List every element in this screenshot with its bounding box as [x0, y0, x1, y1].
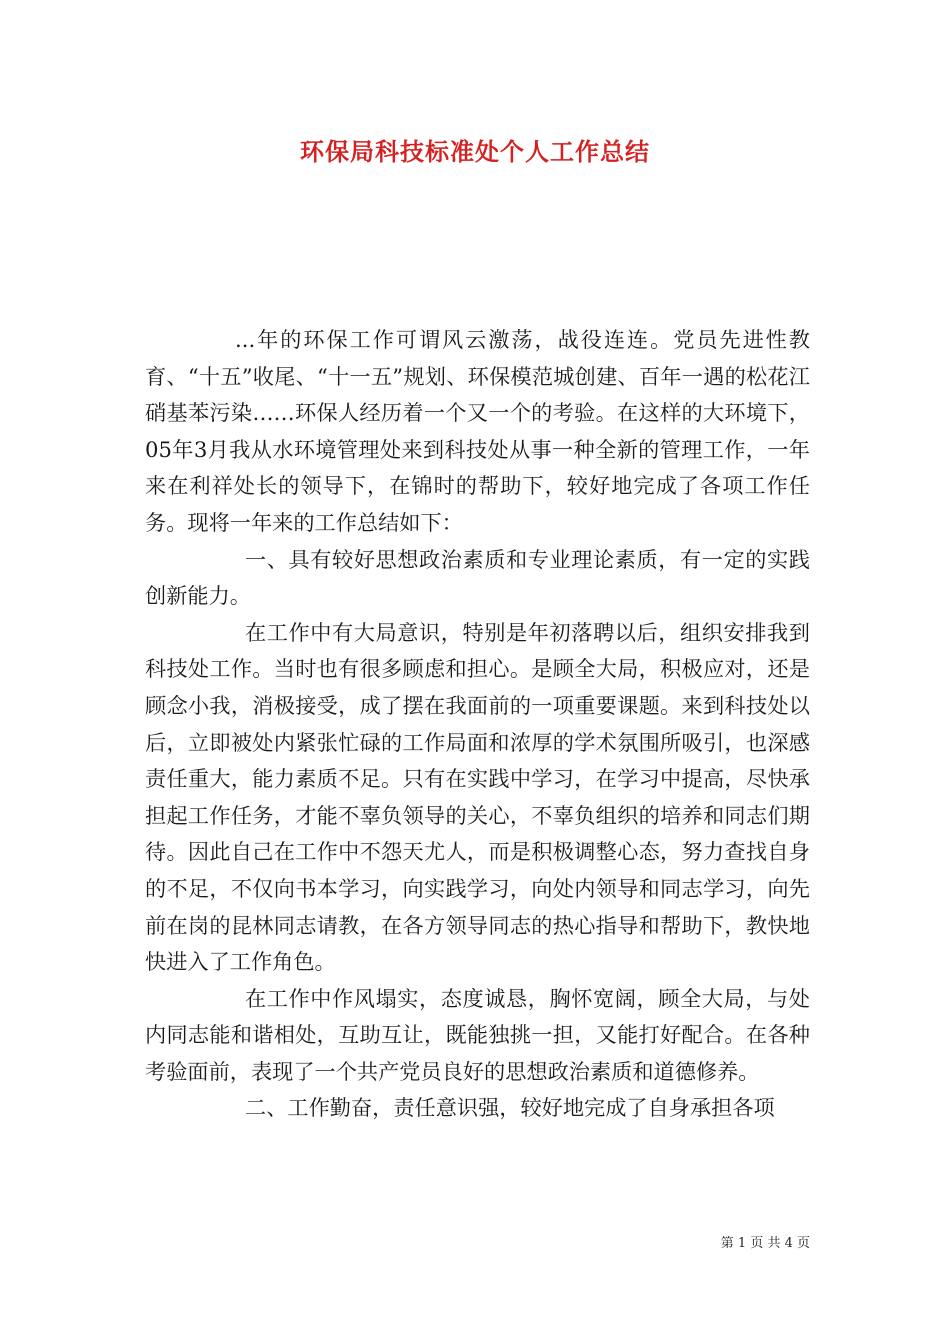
section-heading-2: 二、工作勤奋，责任意识强，较好地完成了自身承担各项	[245, 1095, 775, 1121]
section-heading-1: 一、具有较好思想政治素质和专业理论素质，有一定的实践创新能力。	[145, 546, 810, 609]
paragraph-work-style: 在工作中作风塌实，态度诚恳，胸怀宽阔，顾全大局，与处内同志能和谐相处，互助互让，既能独挑一担，又能打好配合。在各种考验面前，表现了一个共产党员良好的思想政治素质和道德修养。	[145, 985, 810, 1084]
paragraph-big-picture: 在工作中有大局意识，特别是年初落聘以后，组织安排我到科技处工作。当时也有很多顾虑和担心。是顾全大局，积极应对，还是顾念小我，消极接受，成了摆在我面前的一项重要课题。来到科技处以后，立即被处内紧张忙碌的工作局面和浓厚的学术氛围所吸引，也深感责任重大，能力素质不足。只有在实践中学习，在学习中提高，尽快承担起工作任务，才能不辜负领导的关心，不辜负组织的培养和同志们期待。因此自己在工作中不怨天尤人，而是积极调整心态，努力查找自身的不足，不仅向书本学习，向实践学习，向处内领导和同志学习，向先前在岗的昆林同志请教，在各方领导同志的热心指导和帮助下，教快地快进入了工作角色。	[145, 619, 810, 975]
document-body	[145, 322, 810, 1127]
paragraph-intro: ...年的环保工作可谓风云激荡，战役连连。党员先进性教育、“十五”收尾、“十一五”规划、环保模范城创建、百年一遇的松花江硝基苯污染……环保人经历着一个又一个的考验。在这样的大环境下，05年3月我从水环境管理处来到科技处从事一种全新的管理工作，一年来在利祥处长的领导下，在锦时的帮助下，较好地完成了各项工作任务。现将一年来的工作总结如下：	[145, 327, 810, 535]
page-number: 第 1 页 共 4 页	[720, 1236, 810, 1251]
document-title: 环保局科技标准处个人工作总结	[300, 137, 650, 166]
